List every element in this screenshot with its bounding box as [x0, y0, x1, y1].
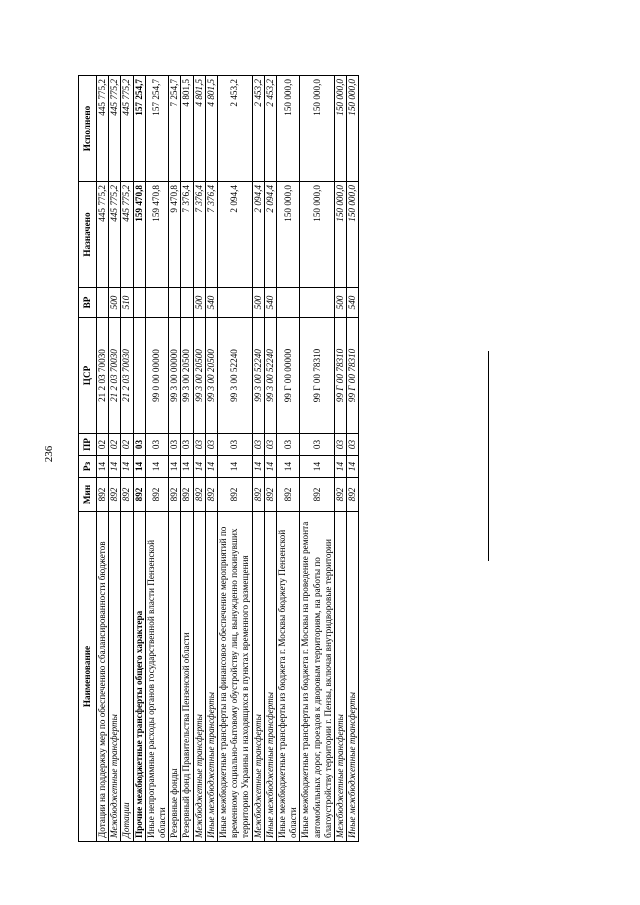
cell-pr: 03 — [277, 434, 300, 456]
cell-min: 892 — [133, 478, 145, 512]
cell-name: Резервные фонды — [169, 512, 181, 842]
cell-name: Иные непрограммные расходы органов государственной власти Пензенской области — [145, 512, 168, 842]
cell-vr: 500 — [252, 288, 264, 318]
cell-vr — [169, 288, 181, 318]
cell-assigned: 2 094,4 — [218, 182, 253, 288]
cell-pr: 03 — [205, 434, 217, 456]
cell-vr: 540 — [264, 288, 276, 318]
cell-csr: 99 Г 00 78310 — [300, 318, 335, 434]
cell-vr: 540 — [347, 288, 359, 318]
cell-pr: 03 — [193, 434, 205, 456]
cell-vr — [181, 288, 193, 318]
cell-csr: 99 3 00 00000 — [169, 318, 181, 434]
header-assigned: Назначено — [79, 182, 97, 288]
cell-min: 892 — [121, 478, 133, 512]
cell-min: 892 — [109, 478, 121, 512]
cell-rz: 14 — [97, 456, 109, 478]
cell-csr — [133, 318, 145, 434]
cell-csr: 99 3 00 52240 — [264, 318, 276, 434]
cell-name: Прочие межбюджетные трансферты общего характера — [133, 512, 145, 842]
cell-assigned: 150 000,0 — [277, 182, 300, 288]
cell-executed: 150 000,0 — [277, 76, 300, 182]
cell-name: Иные межбюджетные трансферты на финансовое обеспечение мероприятий по временному социально-бытовому обустройству лиц, вынужденно покинувших территорию Украины и находящихся в пунктах временного размещения — [218, 512, 253, 842]
header-vr: ВР — [79, 288, 97, 318]
header-pr: ПР — [79, 434, 97, 456]
table-body — [97, 76, 359, 842]
cell-name: Межбюджетные трансферты — [193, 512, 205, 842]
cell-assigned: 150 000,0 — [347, 182, 359, 288]
cell-rz: 14 — [121, 456, 133, 478]
cell-pr: 02 — [109, 434, 121, 456]
cell-vr: 510 — [121, 288, 133, 318]
budget-table — [78, 75, 359, 842]
cell-min: 892 — [193, 478, 205, 512]
cell-rz: 14 — [181, 456, 193, 478]
cell-assigned: 9 470,8 — [169, 182, 181, 288]
cell-assigned: 150 000,0 — [300, 182, 335, 288]
cell-executed: 157 254,7 — [133, 76, 145, 182]
cell-min: 892 — [252, 478, 264, 512]
cell-min: 892 — [97, 478, 109, 512]
cell-assigned: 159 470,8 — [133, 182, 145, 288]
cell-vr: 500 — [193, 288, 205, 318]
table-row — [109, 76, 121, 842]
page-number: 236 — [43, 445, 55, 463]
cell-assigned: 2 094,4 — [264, 182, 276, 288]
cell-vr: 540 — [205, 288, 217, 318]
cell-pr: 03 — [347, 434, 359, 456]
cell-name: Иные межбюджетные трансферты — [205, 512, 217, 842]
cell-min: 892 — [145, 478, 168, 512]
cell-vr — [145, 288, 168, 318]
cell-executed: 2 453,2 — [264, 76, 276, 182]
table-row — [97, 76, 109, 842]
cell-vr — [97, 288, 109, 318]
cell-pr: 03 — [181, 434, 193, 456]
cell-rz: 14 — [169, 456, 181, 478]
cell-name: Дотации — [121, 512, 133, 842]
cell-csr: 99 3 00 20500 — [205, 318, 217, 434]
cell-pr: 03 — [218, 434, 253, 456]
cell-name: Иные межбюджетные трансферты из бюджета г. Москвы бюджету Пензенской области — [277, 512, 300, 842]
header-rz: Рз — [79, 456, 97, 478]
cell-min: 892 — [300, 478, 335, 512]
cell-executed: 445 775,2 — [97, 76, 109, 182]
table-row — [347, 76, 359, 842]
cell-name: Дотации на поддержку мер по обеспечению сбалансированности бюджетов — [97, 512, 109, 842]
cell-vr: 500 — [335, 288, 347, 318]
header-executed: Исполнено — [79, 76, 97, 182]
cell-csr: 99 Г 00 78310 — [335, 318, 347, 434]
cell-executed: 4 801,5 — [205, 76, 217, 182]
cell-rz: 14 — [145, 456, 168, 478]
footnote-separator-line — [488, 351, 489, 561]
cell-rz: 14 — [218, 456, 253, 478]
cell-rz: 14 — [264, 456, 276, 478]
cell-assigned: 445 775,2 — [97, 182, 109, 288]
cell-csr: 99 3 00 52240 — [218, 318, 253, 434]
table-row — [181, 76, 193, 842]
cell-assigned: 7 376,4 — [193, 182, 205, 288]
cell-rz: 14 — [205, 456, 217, 478]
cell-vr — [218, 288, 253, 318]
cell-name: Иные межбюджетные трансферты — [347, 512, 359, 842]
cell-pr: 02 — [121, 434, 133, 456]
cell-pr: 03 — [145, 434, 168, 456]
header-csr: ЦСР — [79, 318, 97, 434]
cell-csr: 99 Г 00 00000 — [277, 318, 300, 434]
cell-name: Межбюджетные трансферты — [252, 512, 264, 842]
cell-name: Межбюджетные трансферты — [335, 512, 347, 842]
cell-rz: 14 — [193, 456, 205, 478]
cell-csr: 99 0 00 00000 — [145, 318, 168, 434]
cell-rz: 14 — [335, 456, 347, 478]
cell-assigned: 445 775,2 — [121, 182, 133, 288]
cell-executed: 150 000,0 — [347, 76, 359, 182]
cell-csr: 99 3 00 20500 — [181, 318, 193, 434]
cell-executed: 150 000,0 — [300, 76, 335, 182]
cell-csr: 99 3 00 20500 — [193, 318, 205, 434]
cell-executed: 4 801,5 — [181, 76, 193, 182]
table-row — [133, 76, 145, 842]
cell-assigned: 7 376,4 — [205, 182, 217, 288]
cell-executed: 2 453,2 — [218, 76, 253, 182]
table-container — [78, 76, 478, 842]
table-row — [335, 76, 347, 842]
cell-pr: 03 — [264, 434, 276, 456]
cell-min: 892 — [264, 478, 276, 512]
cell-min: 892 — [181, 478, 193, 512]
cell-rz: 14 — [109, 456, 121, 478]
cell-assigned: 445 775,2 — [109, 182, 121, 288]
table-row — [264, 76, 276, 842]
cell-csr: 99 Г 00 78310 — [347, 318, 359, 434]
cell-executed: 445 775,2 — [121, 76, 133, 182]
table-row — [193, 76, 205, 842]
table-row — [300, 76, 335, 842]
cell-min: 892 — [169, 478, 181, 512]
cell-rz: 14 — [300, 456, 335, 478]
table-row — [169, 76, 181, 842]
cell-assigned: 2 094,4 — [252, 182, 264, 288]
cell-executed: 150 000,0 — [335, 76, 347, 182]
cell-pr: 03 — [169, 434, 181, 456]
table-row — [277, 76, 300, 842]
cell-csr: 21 2 03 70030 — [109, 318, 121, 434]
cell-executed: 445 775,2 — [109, 76, 121, 182]
cell-name: Иные межбюджетные трансферты — [264, 512, 276, 842]
cell-pr: 03 — [133, 434, 145, 456]
header-name: Наименование — [79, 512, 97, 842]
table-row — [252, 76, 264, 842]
cell-assigned: 150 000,0 — [335, 182, 347, 288]
cell-name: Иные межбюджетные трансферты из бюджета г. Москвы на проведение ремонта автомобильных дорог, проездов к дворовым территориям, на работы по благоустройству территории г. Пензы, включая внутридворовые территории — [300, 512, 335, 842]
cell-min: 892 — [218, 478, 253, 512]
cell-min: 892 — [277, 478, 300, 512]
cell-csr: 21 2 03 70030 — [97, 318, 109, 434]
cell-rz: 14 — [252, 456, 264, 478]
cell-assigned: 159 470,8 — [145, 182, 168, 288]
cell-executed: 2 453,2 — [252, 76, 264, 182]
cell-rz: 14 — [133, 456, 145, 478]
cell-executed: 4 801,5 — [193, 76, 205, 182]
cell-vr: 500 — [109, 288, 121, 318]
cell-vr — [133, 288, 145, 318]
cell-pr: 02 — [97, 434, 109, 456]
cell-executed: 157 254,7 — [145, 76, 168, 182]
cell-pr: 03 — [252, 434, 264, 456]
table-header-row — [79, 76, 97, 842]
header-min: Мин — [79, 478, 97, 512]
cell-name: Межбюджетные трансферты — [109, 512, 121, 842]
cell-csr: 99 3 00 52240 — [252, 318, 264, 434]
cell-min: 892 — [205, 478, 217, 512]
cell-assigned: 7 376,4 — [181, 182, 193, 288]
cell-vr — [300, 288, 335, 318]
cell-min: 892 — [335, 478, 347, 512]
rotated-table-frame — [78, 76, 478, 842]
cell-pr: 03 — [335, 434, 347, 456]
table-row — [205, 76, 217, 842]
table-row — [145, 76, 168, 842]
cell-executed: 7 254,7 — [169, 76, 181, 182]
table-row — [218, 76, 253, 842]
cell-rz: 14 — [277, 456, 300, 478]
cell-csr: 21 2 03 70030 — [121, 318, 133, 434]
cell-pr: 03 — [300, 434, 335, 456]
cell-min: 892 — [347, 478, 359, 512]
table-row — [121, 76, 133, 842]
cell-name: Резервный фонд Правительства Пензенской области — [181, 512, 193, 842]
cell-rz: 14 — [347, 456, 359, 478]
cell-vr — [277, 288, 300, 318]
